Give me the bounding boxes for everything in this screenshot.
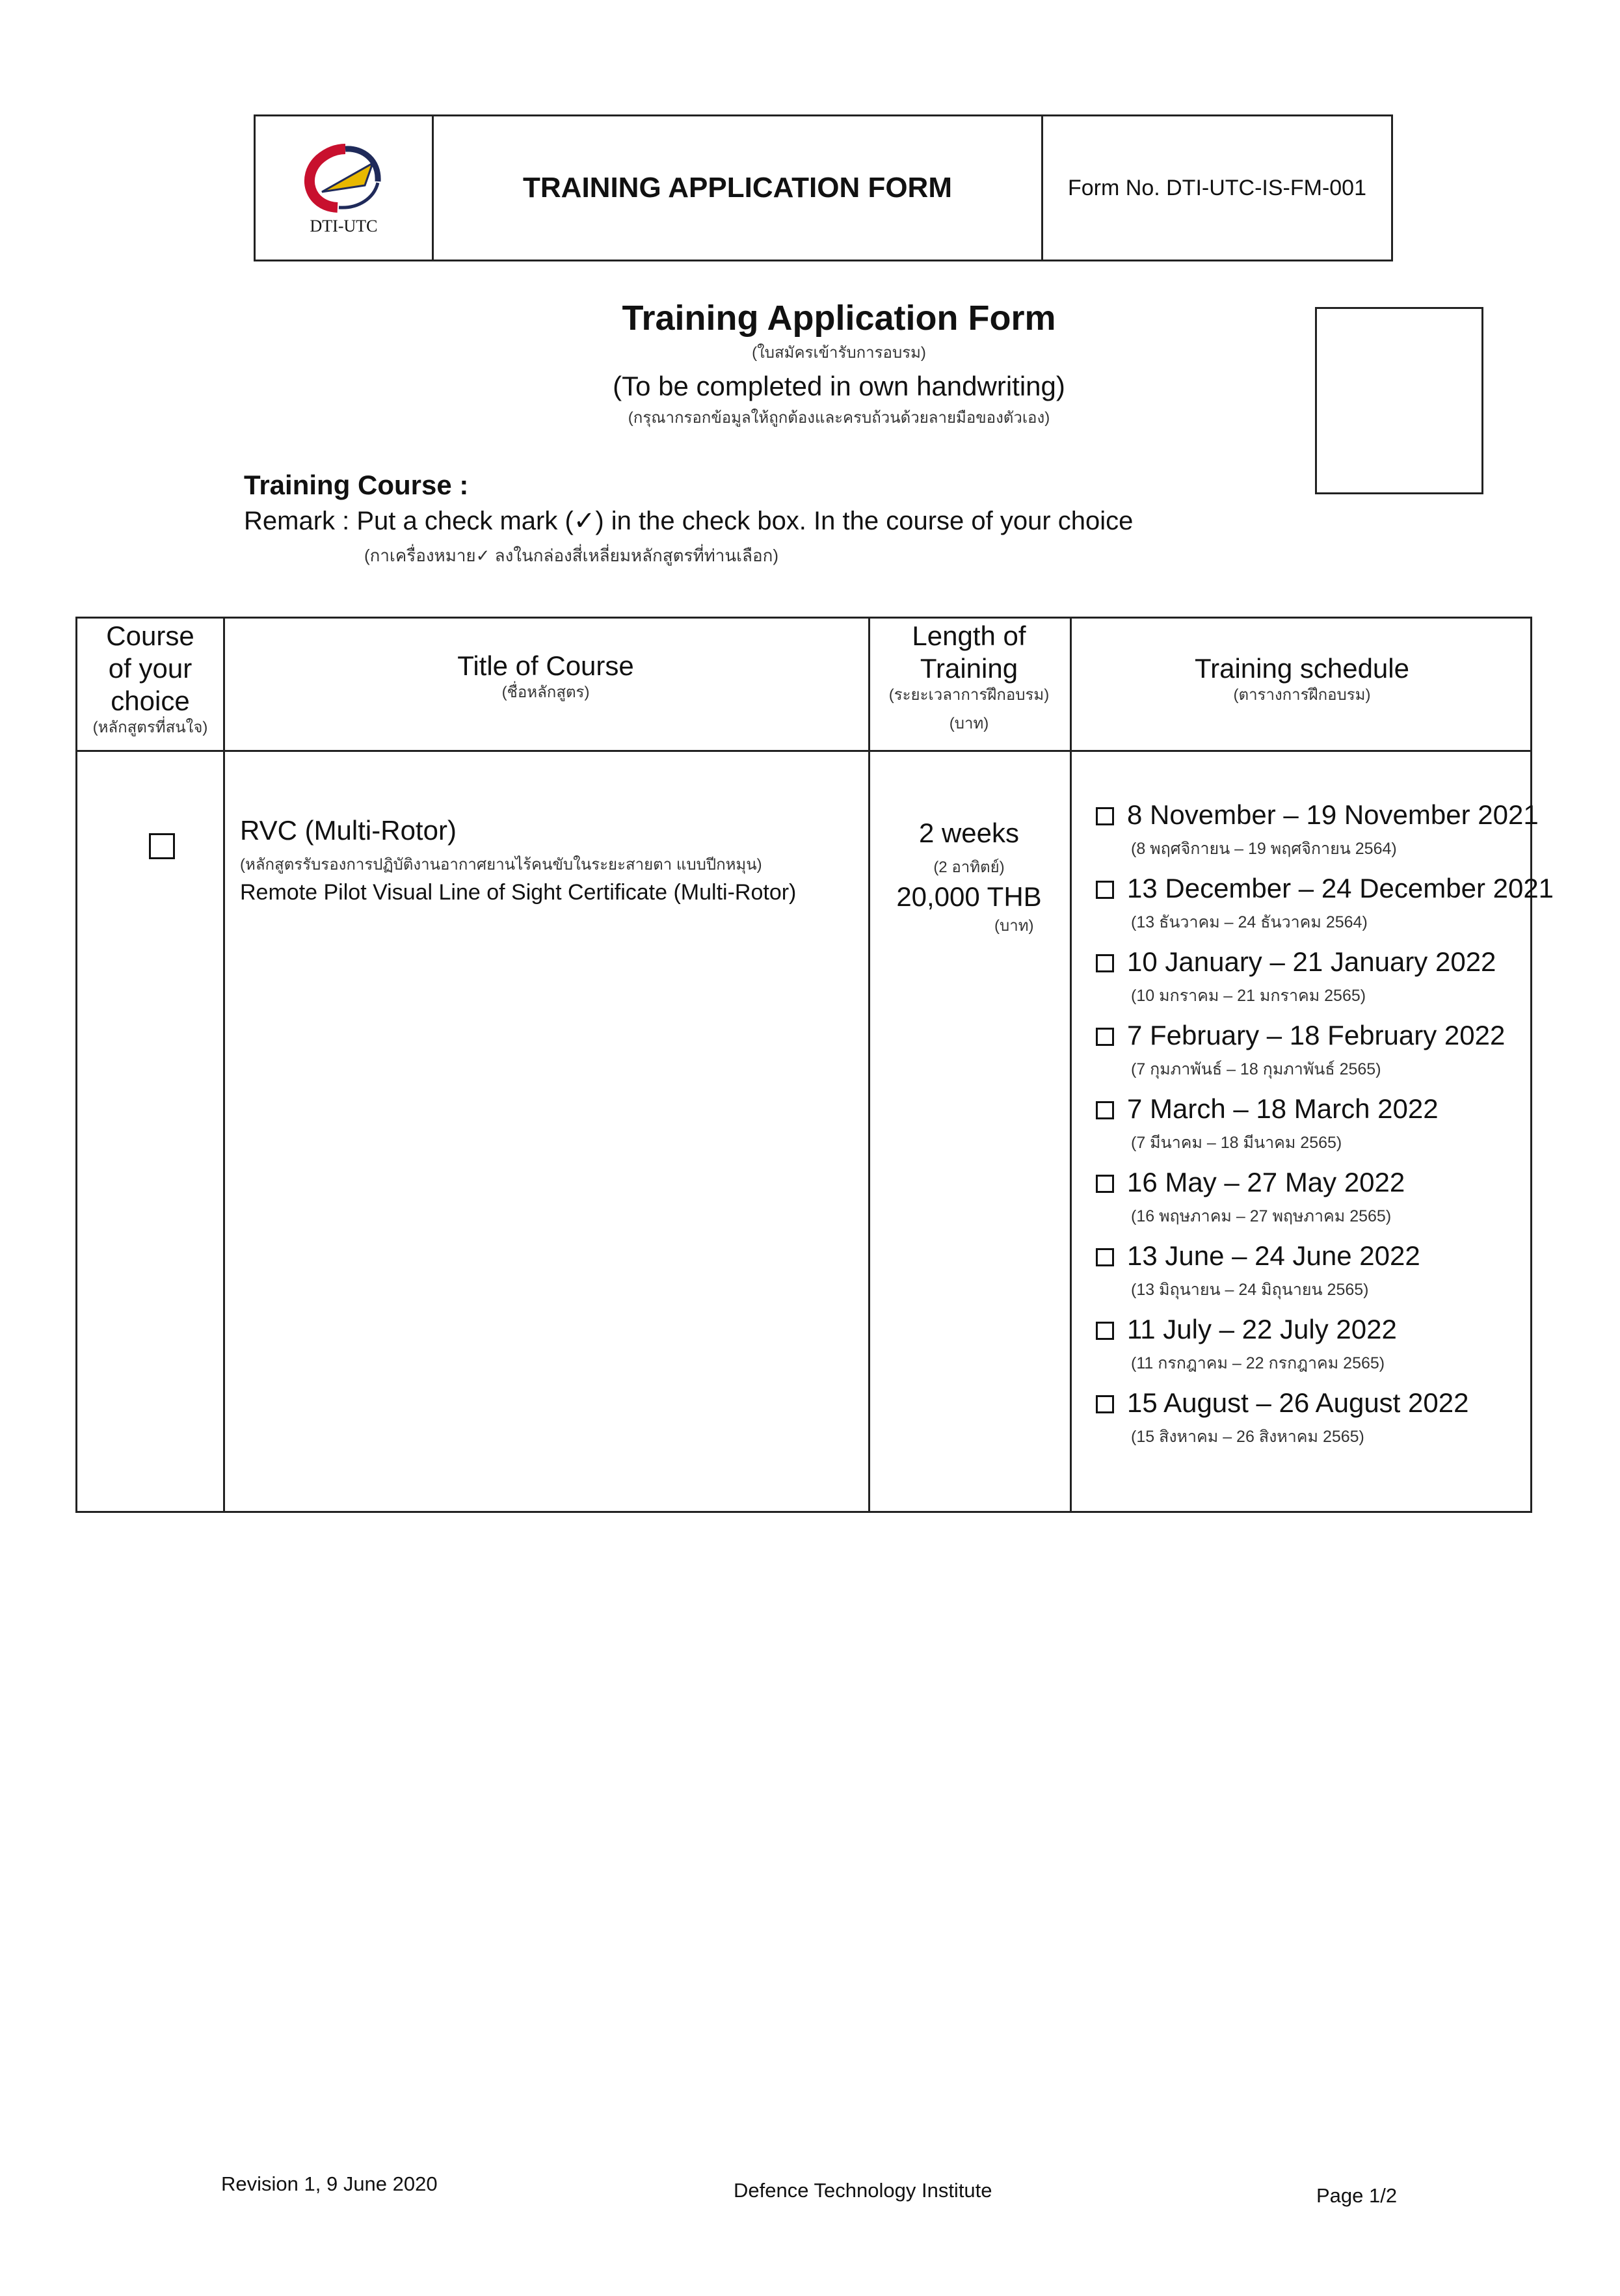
remark-text: Remark : Put a check mark (✓) in the check box. In the course of your choice bbox=[244, 507, 1134, 535]
header-choice-line2: of your bbox=[108, 653, 193, 684]
schedule-checkbox[interactable] bbox=[1096, 1175, 1114, 1193]
schedule-option bbox=[1084, 1314, 1533, 1387]
schedule-date: 7 March – 18 March 2022 bbox=[1127, 1093, 1439, 1124]
header-schedule-thai: (ตารางการฝึกอบรม) bbox=[1233, 686, 1371, 704]
schedule-date-thai: (13 ธันวาคม – 24 ธันวาคม 2564) bbox=[1131, 913, 1368, 931]
schedule-date-thai: (8 พฤศจิกายน – 19 พฤศจิกายน 2564) bbox=[1131, 840, 1397, 858]
dti-logo-icon bbox=[300, 144, 387, 215]
page-subtitle: (To be completed in own handwriting) bbox=[613, 371, 1065, 401]
schedule-date: 15 August – 26 August 2022 bbox=[1127, 1387, 1469, 1418]
col-divider bbox=[1070, 619, 1072, 1511]
schedule-date: 13 June – 24 June 2022 bbox=[1127, 1240, 1420, 1271]
schedule-date: 7 February – 18 February 2022 bbox=[1127, 1020, 1506, 1050]
col-divider bbox=[868, 619, 870, 1511]
schedule-checkbox[interactable] bbox=[1096, 1101, 1114, 1119]
header-title-label: Title of Course bbox=[457, 650, 634, 681]
training-course-label: Training Course : bbox=[244, 470, 469, 500]
course-title-thai: (หลักสูตรรับรองการปฏิบัติงานอากาศยานไร้คนขับในระยะสายตา แบบปีกหมุน) bbox=[240, 856, 762, 874]
logo-text: DTI-UTC bbox=[310, 217, 378, 235]
schedule-checkbox[interactable] bbox=[1096, 1395, 1114, 1413]
schedule-date-thai: (16 พฤษภาคม – 27 พฤษภาคม 2565) bbox=[1131, 1207, 1392, 1225]
header-schedule bbox=[1070, 652, 1534, 706]
col-divider bbox=[223, 619, 225, 1511]
schedule-option bbox=[1084, 1093, 1533, 1167]
schedule-option bbox=[1084, 1387, 1533, 1461]
header-choice-line3: choice bbox=[111, 686, 190, 716]
header-schedule-label: Training schedule bbox=[1195, 653, 1409, 684]
course-length: 2 weeks bbox=[918, 818, 1020, 848]
footer-institute: Defence Technology Institute bbox=[734, 2179, 992, 2202]
header-length-thai-baht: (บาท) bbox=[949, 715, 989, 732]
course-price: 20,000 THB bbox=[896, 881, 1042, 912]
header-title-of-course bbox=[223, 650, 868, 703]
schedule-option bbox=[1084, 1020, 1533, 1093]
logo-cell bbox=[256, 116, 434, 260]
page-title-thai: (ใบสมัครเข้ารับการอบรม) bbox=[752, 344, 926, 362]
header-course-choice bbox=[77, 620, 223, 738]
form-number: Form No. DTI-UTC-IS-FM-001 bbox=[1068, 175, 1366, 200]
course-title-english: Remote Pilot Visual Line of Sight Certificate (Multi-Rotor) bbox=[240, 880, 797, 905]
schedule-option bbox=[1084, 1240, 1533, 1314]
course-length-thai: (2 อาทิตย์) bbox=[933, 859, 1005, 876]
schedule-date-thai: (10 มกราคม – 21 มกราคม 2565) bbox=[1131, 987, 1366, 1005]
page-title: Training Application Form bbox=[622, 299, 1056, 338]
schedule-checkbox[interactable] bbox=[1096, 881, 1114, 899]
header-length-line1: Length of bbox=[912, 621, 1026, 651]
schedule-option bbox=[1084, 873, 1554, 946]
header-divider bbox=[77, 750, 1530, 752]
schedule-option bbox=[1084, 1167, 1533, 1240]
schedule-date-thai: (7 กุมภาพันธ์ – 18 กุมภาพันธ์ 2565) bbox=[1131, 1060, 1381, 1078]
photo-box bbox=[1315, 307, 1483, 494]
schedule-checkbox[interactable] bbox=[1096, 954, 1114, 972]
schedule-option bbox=[1084, 799, 1539, 873]
footer-page-number: Page 1/2 bbox=[1316, 2184, 1398, 2207]
course-table bbox=[75, 617, 1554, 1513]
schedule-checkbox[interactable] bbox=[1096, 1248, 1114, 1266]
header-choice-thai: (หลักสูตรที่สนใจ) bbox=[92, 719, 208, 736]
remark-text-thai: (กาเครื่องหมาย✓ ลงในกล่องสี่เหลี่ยมหลักสูตรที่ท่านเลือก) bbox=[364, 546, 778, 565]
header-title: TRAINING APPLICATION FORM bbox=[434, 116, 1043, 260]
schedule-option bbox=[1084, 946, 1533, 1020]
course-title: RVC (Multi-Rotor) bbox=[240, 815, 457, 846]
schedule-date: 16 May – 27 May 2022 bbox=[1127, 1167, 1405, 1197]
schedule-date-thai: (15 สิงหาคม – 26 สิงหาคม 2565) bbox=[1131, 1428, 1364, 1446]
footer-revision: Revision 1, 9 June 2020 bbox=[221, 2172, 438, 2195]
schedule-date: 10 January – 21 January 2022 bbox=[1127, 946, 1496, 977]
schedule-checkbox[interactable] bbox=[1096, 1028, 1114, 1046]
schedule-date: 11 July – 22 July 2022 bbox=[1127, 1314, 1397, 1344]
header-title-thai: (ชื่อหลักสูตร) bbox=[501, 684, 590, 701]
schedule-date: 8 November – 19 November 2021 bbox=[1127, 799, 1539, 830]
header-length-thai: (ระยะเวลาการฝึกอบรม) bbox=[888, 686, 1050, 704]
form-header bbox=[254, 114, 1393, 261]
course-choice-checkbox[interactable] bbox=[149, 833, 175, 859]
schedule-date-thai: (13 มิถุนายน – 24 มิถุนายน 2565) bbox=[1131, 1281, 1369, 1299]
header-choice-line1: Course bbox=[106, 621, 194, 651]
schedule-date: 13 December – 24 December 2021 bbox=[1127, 873, 1554, 903]
schedule-checkbox[interactable] bbox=[1096, 1322, 1114, 1340]
schedule-date-thai: (7 มีนาคม – 18 มีนาคม 2565) bbox=[1131, 1134, 1342, 1152]
page-subtitle-thai: (กรุณากรอกข้อมูลให้ถูกต้องและครบถ้วนด้วยลายมือของตัวเอง) bbox=[628, 409, 1050, 427]
schedule-checkbox[interactable] bbox=[1096, 807, 1114, 825]
schedule-date-thai: (11 กรกฎาคม – 22 กรกฎาคม 2565) bbox=[1131, 1354, 1385, 1372]
header-length bbox=[868, 620, 1070, 734]
header-length-line2: Training bbox=[920, 653, 1018, 684]
course-price-thai: (บาท) bbox=[994, 917, 1034, 935]
